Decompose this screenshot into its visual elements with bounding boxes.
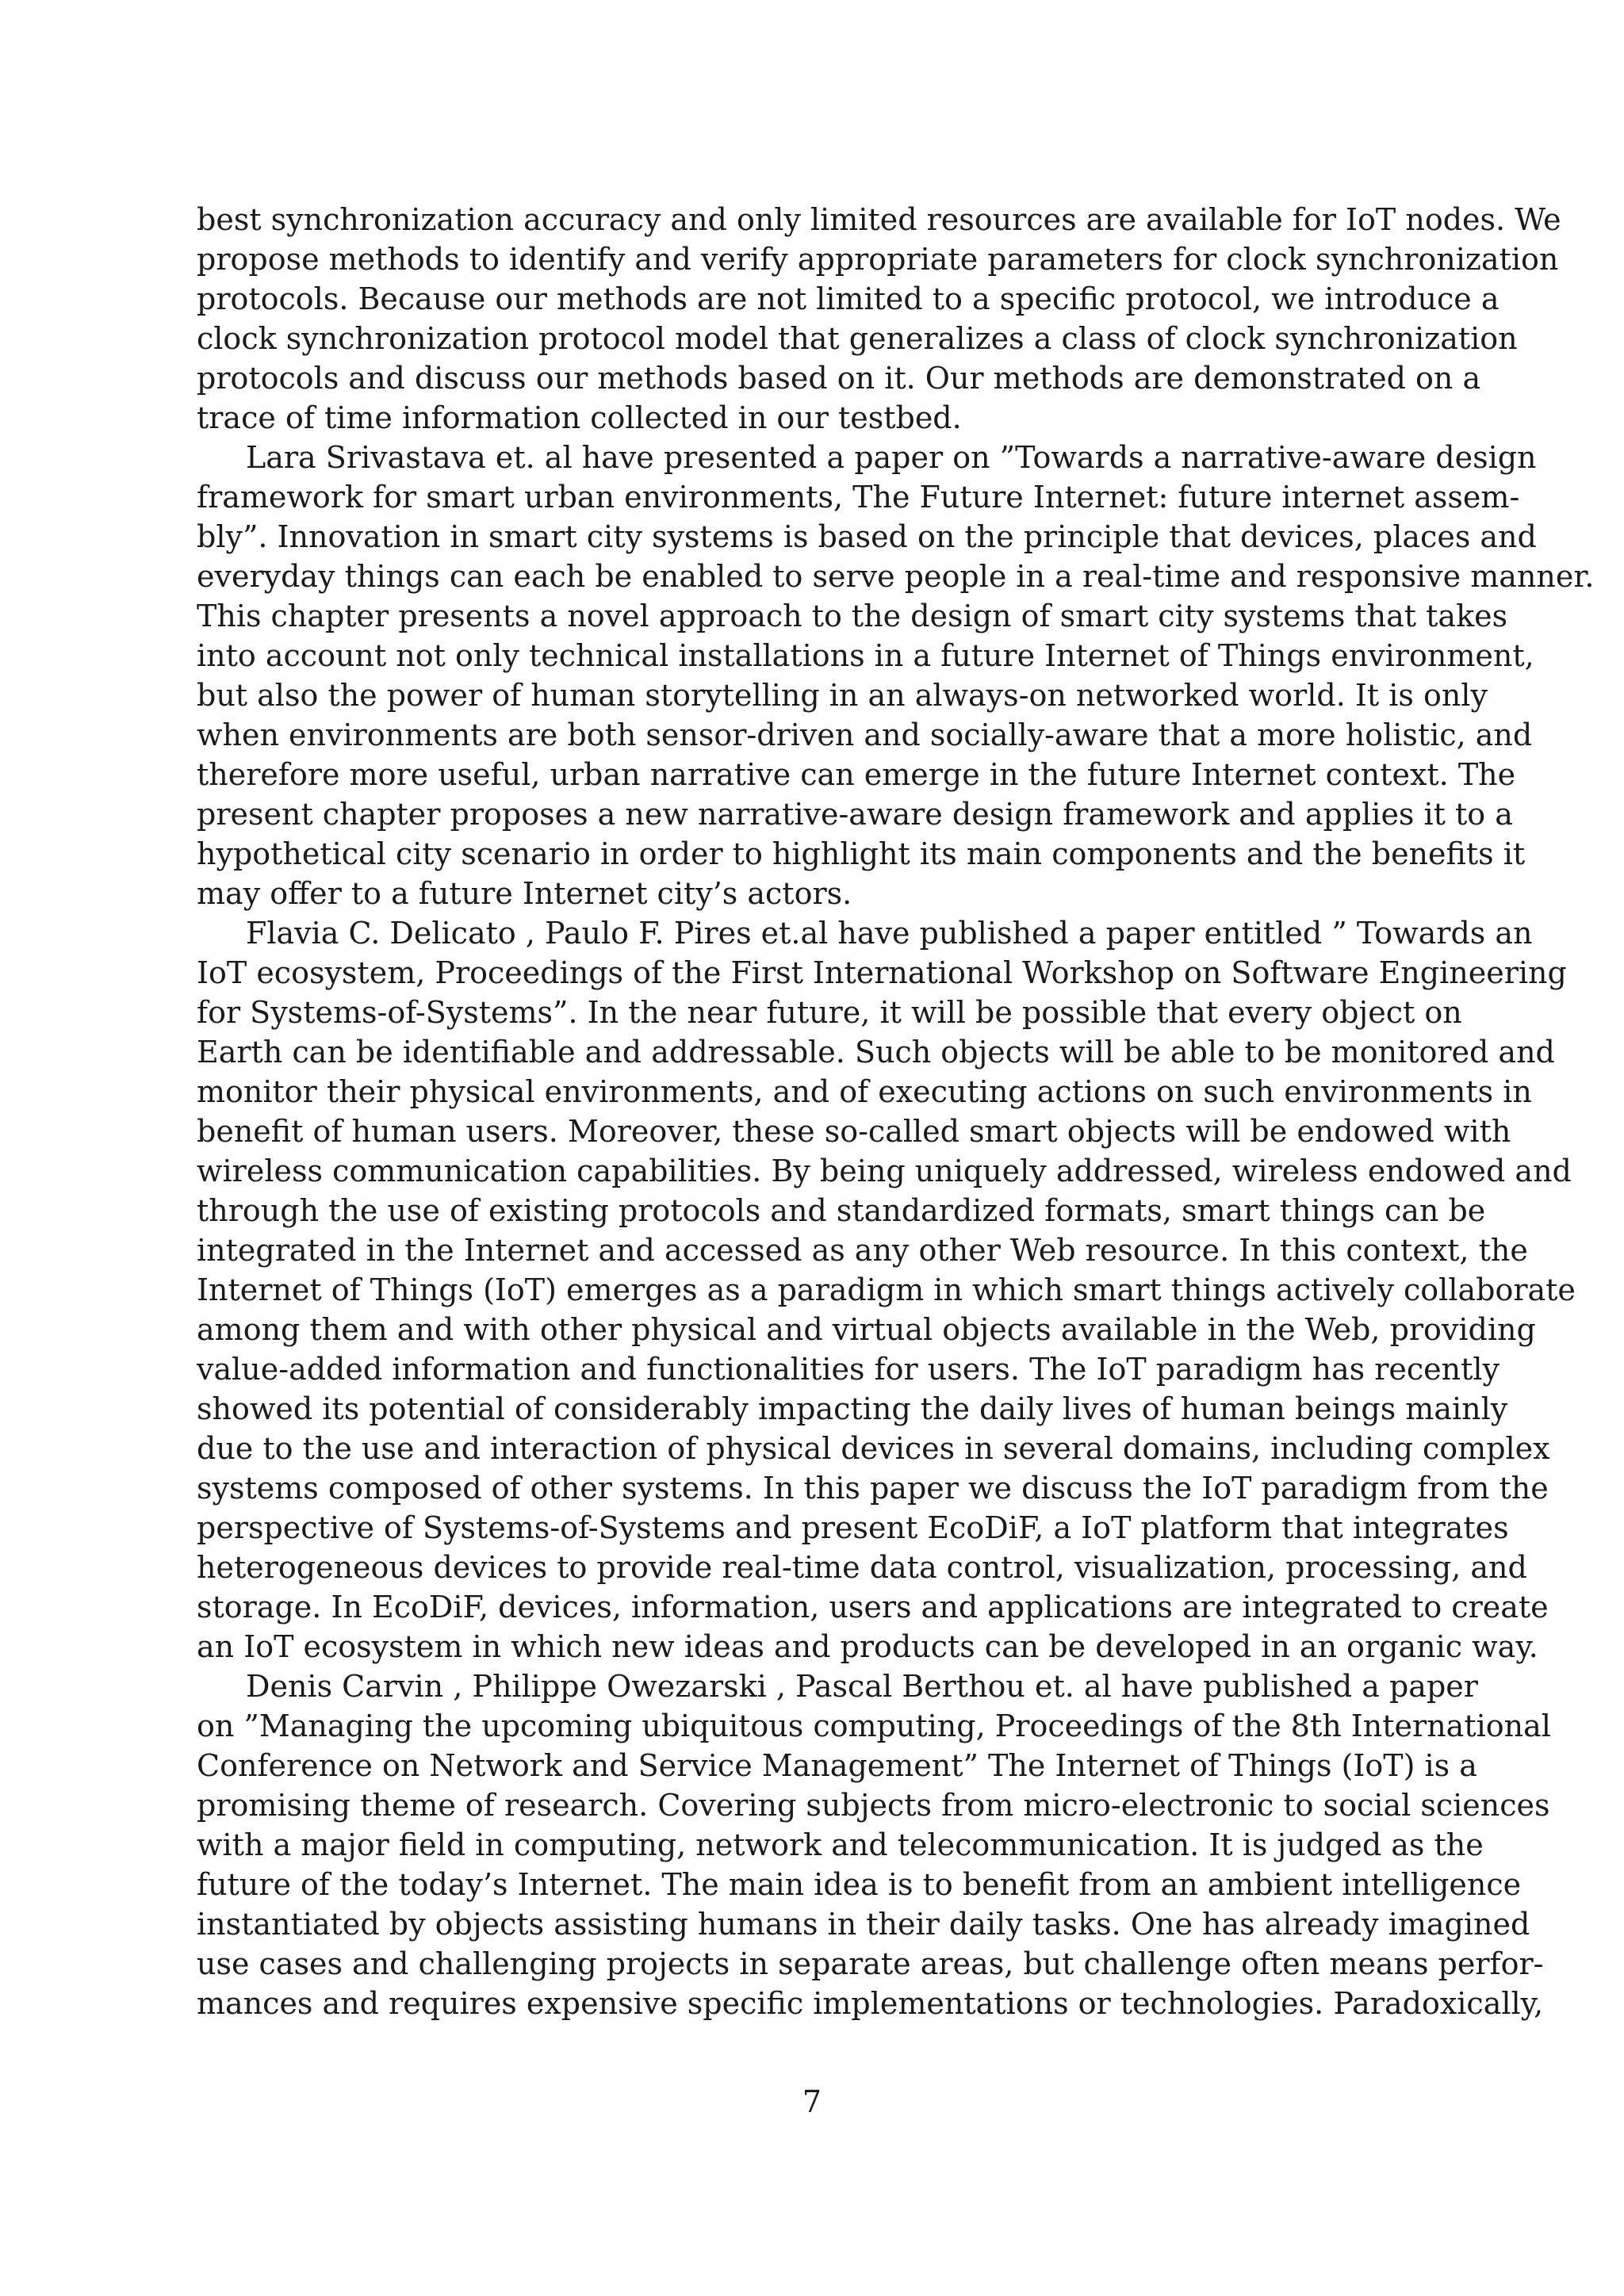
text-line: among them and with other physical and virtual objects available in the Web, providing xyxy=(197,1312,1536,1347)
text-line: hypothetical city scenario in order to highlight its main components and the benefits it xyxy=(197,836,1526,871)
text-line: due to the use and interaction of physical devices in several domains, including complex xyxy=(197,1431,1550,1466)
text-line: systems composed of other systems. In this paper we discuss the IoT paradigm from the xyxy=(197,1471,1549,1506)
text-line: storage. In EcoDiF, devices, information, users and applications are integrated to create xyxy=(197,1590,1549,1624)
text-line: mances and requires expensive specific implementations or technologies. Paradoxically, xyxy=(197,1986,1544,2021)
text-line: integrated in the Internet and accessed as any other Web resource. In this context, the xyxy=(197,1233,1528,1268)
text-line: propose methods to identify and verify appropriate parameters for clock synchronization xyxy=(197,242,1559,277)
paragraph xyxy=(197,913,1576,1667)
text-line: Flavia C. Delicato , Paulo F. Pires et.al have published a paper entitled ” Towards an xyxy=(246,916,1533,951)
text-line: trace of time information collected in our testbed. xyxy=(197,400,962,435)
text-line: monitor their physical environments, and of executing actions on such environments in xyxy=(197,1074,1532,1109)
text-line: best synchronization accuracy and only limited resources are available for IoT nodes. We xyxy=(197,202,1561,237)
text-line: showed its potential of considerably impacting the daily lives of human beings mainly xyxy=(197,1391,1508,1426)
text-line: perspective of Systems-of-Systems and present EcoDiF, a IoT platform that integrates xyxy=(197,1510,1509,1545)
paragraph xyxy=(197,438,1595,913)
paragraph xyxy=(197,1667,1551,2023)
text-line: may offer to a future Internet city’s actors. xyxy=(197,876,852,911)
page-number: 7 xyxy=(802,2084,822,2119)
text-line: present chapter proposes a new narrative-aware design framework and applies it to a xyxy=(197,797,1513,832)
text-line: into account not only technical installations in a future Internet of Things environment, xyxy=(197,638,1534,673)
text-line: when environments are both sensor-driven and socially-aware that a more holistic, and xyxy=(197,718,1533,752)
text-line: Earth can be identifiable and addressable. Such objects will be able to be monitored and xyxy=(197,1035,1555,1070)
text-line: but also the power of human storytelling in an always-on networked world. It is only xyxy=(197,678,1488,713)
text-line: Lara Srivastava et. al have presented a paper on ”Towards a narrative-aware design xyxy=(246,440,1537,475)
text-line: benefit of human users. Moreover, these so-called smart objects will be endowed with xyxy=(197,1114,1511,1149)
text-line: protocols and discuss our methods based on it. Our methods are demonstrated on a xyxy=(197,361,1481,396)
text-line: Internet of Things (IoT) emerges as a paradigm in which smart things actively collaborate xyxy=(197,1272,1576,1307)
text-line: This chapter presents a novel approach to the design of smart city systems that takes xyxy=(197,599,1508,633)
text-line: therefore more useful, urban narrative can emerge in the future Internet context. The xyxy=(197,757,1516,792)
text-line: everyday things can each be enabled to serve people in a real-time and responsive manner. xyxy=(197,559,1595,594)
paragraph xyxy=(197,200,1561,438)
text-line: bly”. Innovation in smart city systems is based on the principle that devices, places and xyxy=(197,519,1537,554)
text-line: through the use of existing protocols and standardized formats, smart things can be xyxy=(197,1193,1486,1228)
text-line: promising theme of research. Covering subjects from micro-electronic to social sciences xyxy=(197,1788,1550,1823)
text-line: protocols. Because our methods are not limited to a specific protocol, we introduce a xyxy=(197,281,1500,316)
text-line: Denis Carvin , Philippe Owezarski , Pascal Berthou et. al have published a paper xyxy=(246,1669,1478,1704)
text-line: with a major field in computing, network and telecommunication. It is judged as the xyxy=(197,1827,1484,1862)
text-line: clock synchronization protocol model that generalizes a class of clock synchronization xyxy=(197,321,1518,356)
text-line: on ”Managing the upcoming ubiquitous computing, Proceedings of the 8th International xyxy=(197,1709,1551,1743)
text-line: Conference on Network and Service Management” The Internet of Things (IoT) is a xyxy=(197,1748,1477,1783)
text-line: framework for smart urban environments, The Future Internet: future internet assem- xyxy=(197,480,1520,515)
text-line: IoT ecosystem, Proceedings of the First International Workshop on Software Engineering xyxy=(197,955,1567,990)
text-line: heterogeneous devices to provide real-time data control, visualization, processing, and xyxy=(197,1550,1527,1585)
text-line: wireless communication capabilities. By being uniquely addressed, wireless endowed and xyxy=(197,1154,1572,1188)
text-line: value-added information and functionalities for users. The IoT paradigm has recently xyxy=(197,1352,1500,1387)
text-line: an IoT ecosystem in which new ideas and products can be developed in an organic way. xyxy=(197,1629,1538,1664)
body-text xyxy=(197,200,1595,2023)
text-line: use cases and challenging projects in separate areas, but challenge often means perfor- xyxy=(197,1946,1544,1981)
text-line: instantiated by objects assisting humans in their daily tasks. One has already imagined xyxy=(197,1907,1530,1942)
text-line: for Systems-of-Systems”. In the near future, it will be possible that every object on xyxy=(197,995,1462,1030)
text-line: future of the today’s Internet. The main idea is to benefit from an ambient intelligence xyxy=(197,1867,1522,1902)
